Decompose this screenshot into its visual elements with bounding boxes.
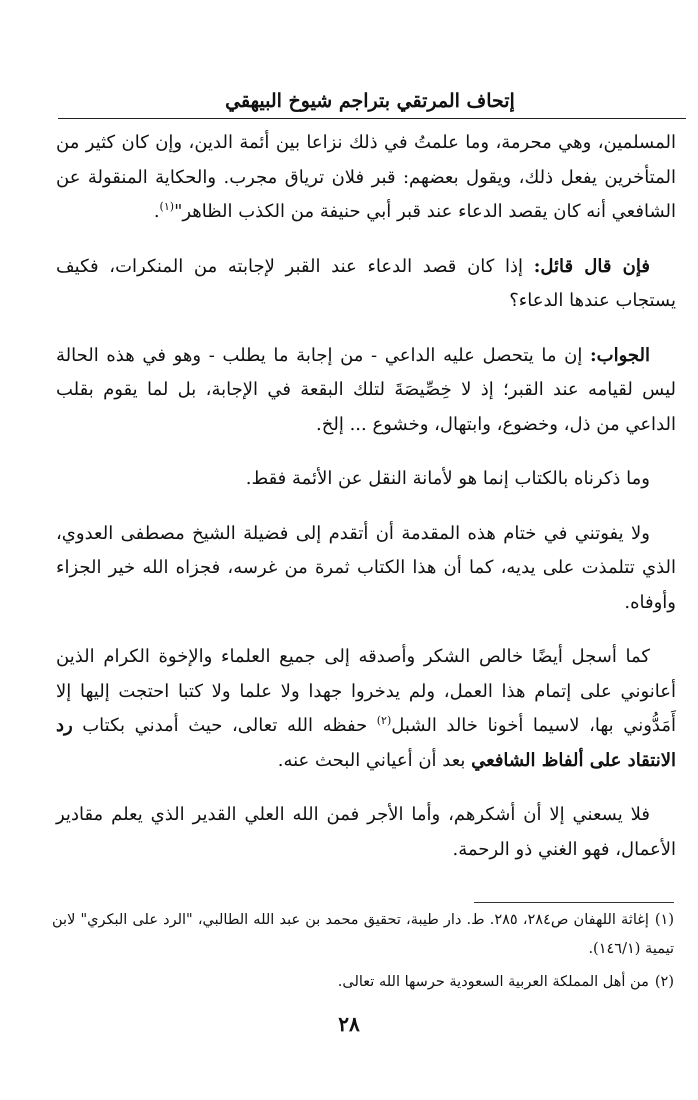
- paragraph-text: المسلمين، وهي محرمة، وما علمتُ في ذلك نزاعا بين أئمة الدين، وإن كان كثير من المتأخرين يفعل ذلك، ويقول بعضهم: قبر فلان ترياق مجرب. والحكاية المنقولة عن الشافعي أنه كان يقصد الدعاء عند قبر أبي حنيفة من الكذب الظاهر": [56, 132, 676, 222]
- main-text: [56, 126, 676, 887]
- answer-text: إن ما يتحصل عليه الداعي - من إجابة ما يطلب - وهو في هذه الحالة ليس لقيامه عند القبر؛ إذ لا خِصِّيصَةَ لتلك البقعة في الإجابة، بل لما يقوم بقلب الداعي من ذل، وخضوع، وابتهال، وخشوع ... إلخ.: [56, 344, 676, 435]
- footnote-number: (٢): [654, 974, 674, 990]
- answer-lead: الجواب:: [590, 344, 650, 366]
- paragraph-answer: [56, 339, 676, 443]
- page-number: ٢٨: [338, 1012, 360, 1036]
- paragraph-question: [56, 250, 676, 319]
- header-divider: [58, 118, 686, 119]
- footnote-2: [52, 968, 674, 997]
- paragraph-tail: .: [153, 201, 160, 222]
- paragraph-1: [56, 126, 676, 230]
- footnote-number: (١): [654, 912, 675, 928]
- footnote-ref-2: (٢): [376, 714, 392, 727]
- book-title: رد الانتقاد على ألفاظ الشافعي: [56, 715, 676, 771]
- running-header: إتحاف المرتقي بتراجم شيوخ البيهقي: [225, 90, 515, 112]
- footnote-divider: [474, 902, 674, 903]
- question-lead: فإن قال قائل:: [533, 255, 650, 277]
- paragraph-text-b: حفظه الله تعالى، حيث أمدني بكتاب: [72, 715, 377, 736]
- footnote-text: إغاثة اللهفان ص٢٨٤، ٢٨٥. ط. دار طيبة، تحقيق محمد بن عبد الله الطالبي، "الرد على البكري" لابن تيمية (١٤٦/١).: [52, 912, 674, 957]
- footnote-text: من أهل المملكة العربية السعودية حرسها الله تعالى.: [337, 974, 649, 990]
- footnote-1: [52, 906, 674, 964]
- paragraph-5: ولا يفوتني في ختام هذه المقدمة أن أتقدم إلى فضيلة الشيخ مصطفى العدوي، الذي تتلمذت على يديه، كما أن هذا الكتاب ثمرة من غرسه، فجزاه الله خير الجزاء وأوفاه.: [56, 522, 676, 613]
- paragraph-7: فلا يسعني إلا أن أشكرهم، وأما الأجر فمن الله العلي القدير الذي يعلم مقادير الأعمال، فهو الغني ذو الرحمة.: [56, 804, 676, 860]
- paragraph-text-a: كما أسجل أيضًا خالص الشكر وأصدقه إلى جميع العلماء والإخوة الكرام الذين أعانوني على إتمام هذا العمل، ولم يدخروا جهدا ولا علما ولا كتبا احتجت إليها إلا أَمَدُّوني بها، لاسيما أخونا خالد الشبل: [56, 646, 676, 736]
- footnote-ref-1: (١): [159, 200, 175, 213]
- paragraph-4: وما ذكرناه بالكتاب إنما هو لأمانة النقل عن الأئمة فقط.: [245, 468, 650, 489]
- paragraph-text-c: بعد أن أعياني البحث عنه.: [277, 749, 472, 771]
- question-text: إذا كان قصد الدعاء عند القبر لإجابته من المنكرات، فكيف يستجاب عندها الدعاء؟: [56, 255, 676, 311]
- footnotes: [52, 906, 674, 1001]
- paragraph-6: [56, 640, 676, 778]
